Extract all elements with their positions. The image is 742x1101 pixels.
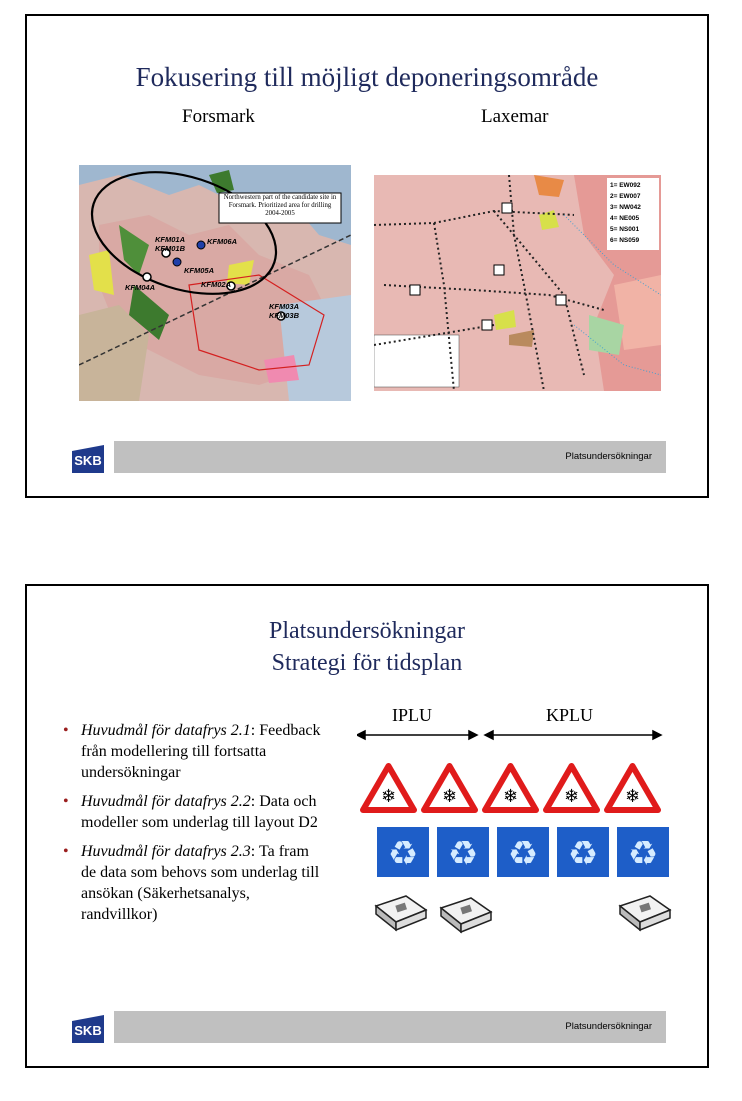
snowflake-warning-icon xyxy=(604,763,661,813)
snowflake-warning-icon xyxy=(543,763,600,813)
svg-text:❄: ❄ xyxy=(441,786,458,807)
svg-text:♻: ♻ xyxy=(387,834,419,874)
bullet-list xyxy=(63,720,323,933)
borehole-label: KFM02A xyxy=(201,280,232,289)
svg-text:❄: ❄ xyxy=(563,786,580,807)
recycle-icon xyxy=(557,827,609,877)
forsmark-callout: Northwestern part of the candidate site in Forsmark. Prioritized area for drilling 2004-2005 xyxy=(223,194,337,217)
legend-item: 3= NW042 xyxy=(610,204,641,211)
phase-label-iplu: IPLU xyxy=(392,705,432,725)
snowflake-warning-icon xyxy=(360,763,417,813)
report-book-icon xyxy=(616,892,674,934)
bullet-item: • Huvudmål för datafrys 2.2: Data och modeller som underlag till layout D2 xyxy=(63,791,323,833)
slide-1-title: Fokusering till möjligt deponeringsområde xyxy=(135,62,599,92)
borehole-label: KFM05A xyxy=(184,266,215,275)
bullet-item: • Huvudmål för datafrys 2.3: Ta fram de data som behovs som underlag till ansökan (Säkerhetsanalys, randvillkor) xyxy=(63,841,323,925)
svg-text:♻: ♻ xyxy=(447,834,479,874)
borehole-label: KFM03B xyxy=(269,311,300,320)
datafreeze-row xyxy=(360,763,661,813)
skb-logo: SKB xyxy=(72,1011,104,1043)
svg-text:♻: ♻ xyxy=(507,834,539,874)
laxemar-heading: Laxemar xyxy=(481,106,549,127)
svg-text:♻: ♻ xyxy=(627,834,659,874)
svg-text:❄: ❄ xyxy=(380,786,397,807)
footer-text: Platsundersökningar xyxy=(565,451,652,462)
borehole-label: KFM03A xyxy=(269,302,300,311)
snowflake-warning-icon xyxy=(421,763,478,813)
report-book-icon xyxy=(372,892,430,934)
borehole-label: KFM01B xyxy=(155,244,186,253)
slide-2-title-line-1: Platsundersökningar xyxy=(269,618,465,644)
forsmark-map xyxy=(79,165,351,401)
legend-item: 4= NE005 xyxy=(610,215,640,222)
slide-2 xyxy=(25,584,709,1068)
skb-logo: SKB xyxy=(72,441,104,473)
legend-item: 1= EW092 xyxy=(610,182,641,189)
recycle-icon xyxy=(437,827,489,877)
recycle-icon xyxy=(377,827,429,877)
slide-2-title-line-2: Strategi för tidsplan xyxy=(271,650,463,676)
borehole-label: KFM06A xyxy=(207,237,238,246)
svg-text:❄: ❄ xyxy=(502,786,519,807)
forsmark-heading: Forsmark xyxy=(182,106,255,127)
footer-bar xyxy=(114,1011,666,1043)
bullet-item: • Huvudmål för datafrys 2.1: Feedback från modellering till fortsatta undersökningar xyxy=(63,720,323,783)
legend-item: 6= NS059 xyxy=(610,237,640,244)
slide-1 xyxy=(25,14,709,498)
borehole-label: KFM04A xyxy=(125,283,156,292)
phase-label-kplu: KPLU xyxy=(546,705,594,725)
modelling-row xyxy=(377,827,669,877)
phase-arrows xyxy=(357,728,663,742)
laxemar-map xyxy=(374,175,661,391)
borehole-label: KFM01A xyxy=(155,235,186,244)
legend-item: 5= NS001 xyxy=(610,226,640,233)
footer-text: Platsundersökningar xyxy=(565,1021,652,1032)
footer-bar xyxy=(114,441,666,473)
legend-item: 2= EW007 xyxy=(610,193,641,200)
snowflake-warning-icon xyxy=(482,763,539,813)
svg-text:❄: ❄ xyxy=(624,786,641,807)
report-book-icon xyxy=(437,894,495,936)
recycle-icon xyxy=(617,827,669,877)
recycle-icon xyxy=(497,827,549,877)
svg-text:♻: ♻ xyxy=(567,834,599,874)
